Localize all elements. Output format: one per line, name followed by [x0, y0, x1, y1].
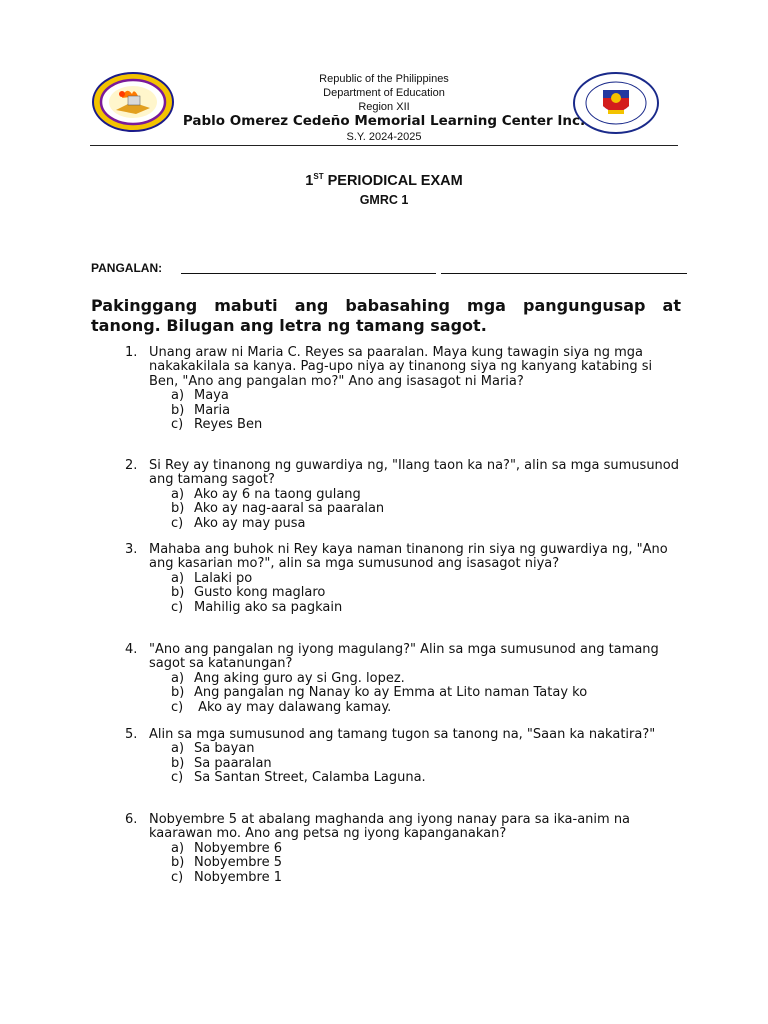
instructions: Pakinggang mabuti ang babasahing mga pangungusap at tanong. Bilugan ang letra ng tamang sagot. — [91, 296, 681, 335]
answer-option[interactable] — [171, 771, 685, 785]
answer-option[interactable] — [171, 701, 685, 715]
option-letter: c) — [171, 869, 184, 885]
option-text: Sa paaralan — [194, 755, 272, 771]
question-stem: "Ano ang pangalan ng iyong magulang?" Alin sa mga sumusunod ang tamang sagot sa katanungan? — [149, 642, 659, 672]
exam-subject: GMRC 1 — [359, 193, 409, 207]
question-6 — [125, 813, 685, 885]
answer-option[interactable] — [171, 418, 685, 432]
option-text: Sa Santan Street, Calamba Laguna. — [194, 770, 426, 786]
option-letter: c) — [171, 515, 184, 531]
option-text: Ako ay may pusa — [194, 515, 306, 531]
option-letter: c) — [171, 699, 184, 715]
answer-option[interactable] — [171, 672, 685, 686]
header-divider — [90, 145, 678, 146]
option-letter: a) — [171, 741, 185, 757]
exam-title-suffix: ST — [313, 172, 324, 181]
answer-option[interactable] — [171, 517, 685, 531]
question-2 — [125, 459, 685, 531]
question-1 — [125, 346, 685, 432]
name-blank-line[interactable] — [181, 273, 436, 274]
question-stem: Alin sa mga sumusunod ang tamang tugon sa tanong na, "Saan ka nakatira?" — [149, 727, 656, 742]
header-department: Department of Education — [323, 87, 445, 99]
question-number: 6. — [125, 812, 138, 827]
exam-title — [0, 173, 768, 189]
question-number: 1. — [125, 345, 138, 360]
option-text: Nobyembre 6 — [194, 840, 282, 856]
question-number: 3. — [125, 542, 138, 557]
option-text: Ang pangalan ng Nanay ko ay Emma at Lito naman Tatay ko — [194, 685, 588, 701]
option-text: Gusto kong maglaro — [194, 585, 326, 601]
answer-option[interactable] — [171, 601, 685, 615]
option-letter: a) — [171, 670, 185, 686]
option-text: Ang aking guro ay si Gng. lopez. — [194, 670, 405, 686]
option-letter: b) — [171, 855, 185, 871]
question-number: 2. — [125, 458, 138, 473]
question-stem: Si Rey ay tinanong ng guwardiya ng, "Ilang taon ka na?", alin sa mga sumusunod ang tamang sagot? — [149, 458, 680, 488]
answer-option[interactable] — [171, 871, 685, 885]
answer-option[interactable] — [171, 404, 685, 418]
name-label: PANGALAN: — [91, 261, 163, 275]
header-republic: Republic of the Philippines — [319, 73, 449, 85]
option-text: Ako ay 6 na taong gulang — [194, 486, 361, 502]
question-stem: Mahaba ang buhok ni Rey kaya naman tinanong rin siya ng guwardiya ng, "Ano ang kasarian mo?", alin sa mga sumusunod ang isasagot niya? — [149, 542, 668, 572]
option-text: Sa bayan — [194, 741, 255, 757]
question-number: 5. — [125, 727, 138, 742]
option-text: Maya — [194, 388, 229, 404]
name-blank-line-2[interactable] — [441, 273, 687, 274]
question-5 — [125, 728, 685, 786]
question-stem: Unang araw ni Maria C. Reyes sa paaralan. Maya kung tawagin siya ng mga nakakakilala sa kanya. Pag-upo niya ay tinanong siya ng kanyang katabing si Ben, "Ano ang pangalan mo?" Ano ang isasagot ni Maria? — [149, 345, 653, 389]
question-stem: Nobyembre 5 at abalang maghanda ang iyong nanay para sa ika-anim na kaarawan mo. Ano ang petsa ng iyong kapanganakan? — [149, 812, 631, 842]
option-letter: a) — [171, 388, 185, 404]
question-4 — [125, 643, 685, 715]
option-letter: c) — [171, 770, 184, 786]
answer-option[interactable] — [171, 742, 685, 756]
option-letter: a) — [171, 570, 185, 586]
option-letter: b) — [171, 755, 185, 771]
school-year: S.Y. 2024-2025 — [346, 131, 422, 143]
option-text: Reyes Ben — [194, 417, 263, 433]
option-text: Maria — [194, 402, 231, 418]
answer-option[interactable] — [171, 686, 685, 700]
option-text: Mahilig ako sa pagkain — [194, 599, 343, 615]
answer-option[interactable] — [171, 856, 685, 870]
exam-title-text: PERIODICAL EXAM — [323, 173, 463, 189]
option-letter: c) — [171, 417, 184, 433]
exam-title-number: 1 — [305, 173, 314, 189]
option-text: Nobyembre 1 — [194, 869, 282, 885]
option-text: Nobyembre 5 — [194, 855, 282, 871]
answer-option[interactable] — [171, 389, 685, 403]
answer-option[interactable] — [171, 572, 685, 586]
option-letter: b) — [171, 585, 185, 601]
option-text: Lalaki po — [194, 570, 253, 586]
answer-option[interactable] — [171, 842, 685, 856]
answer-option[interactable] — [171, 757, 685, 771]
header-region: Region XII — [358, 101, 410, 113]
answer-option[interactable] — [171, 586, 685, 600]
option-text: Ako ay may dalawang kamay. — [194, 699, 392, 715]
option-letter: a) — [171, 486, 185, 502]
option-letter: b) — [171, 501, 185, 517]
option-letter: b) — [171, 685, 185, 701]
question-number: 4. — [125, 642, 138, 657]
school-name: Pablo Omerez Cedeño Memorial Learning Center Inc. — [182, 113, 586, 129]
option-text: Ako ay nag-aaral sa paaralan — [194, 501, 385, 517]
option-letter: a) — [171, 840, 185, 856]
answer-option[interactable] — [171, 488, 685, 502]
answer-option[interactable] — [171, 502, 685, 516]
option-letter: b) — [171, 402, 185, 418]
question-3 — [125, 543, 685, 615]
option-letter: c) — [171, 599, 184, 615]
